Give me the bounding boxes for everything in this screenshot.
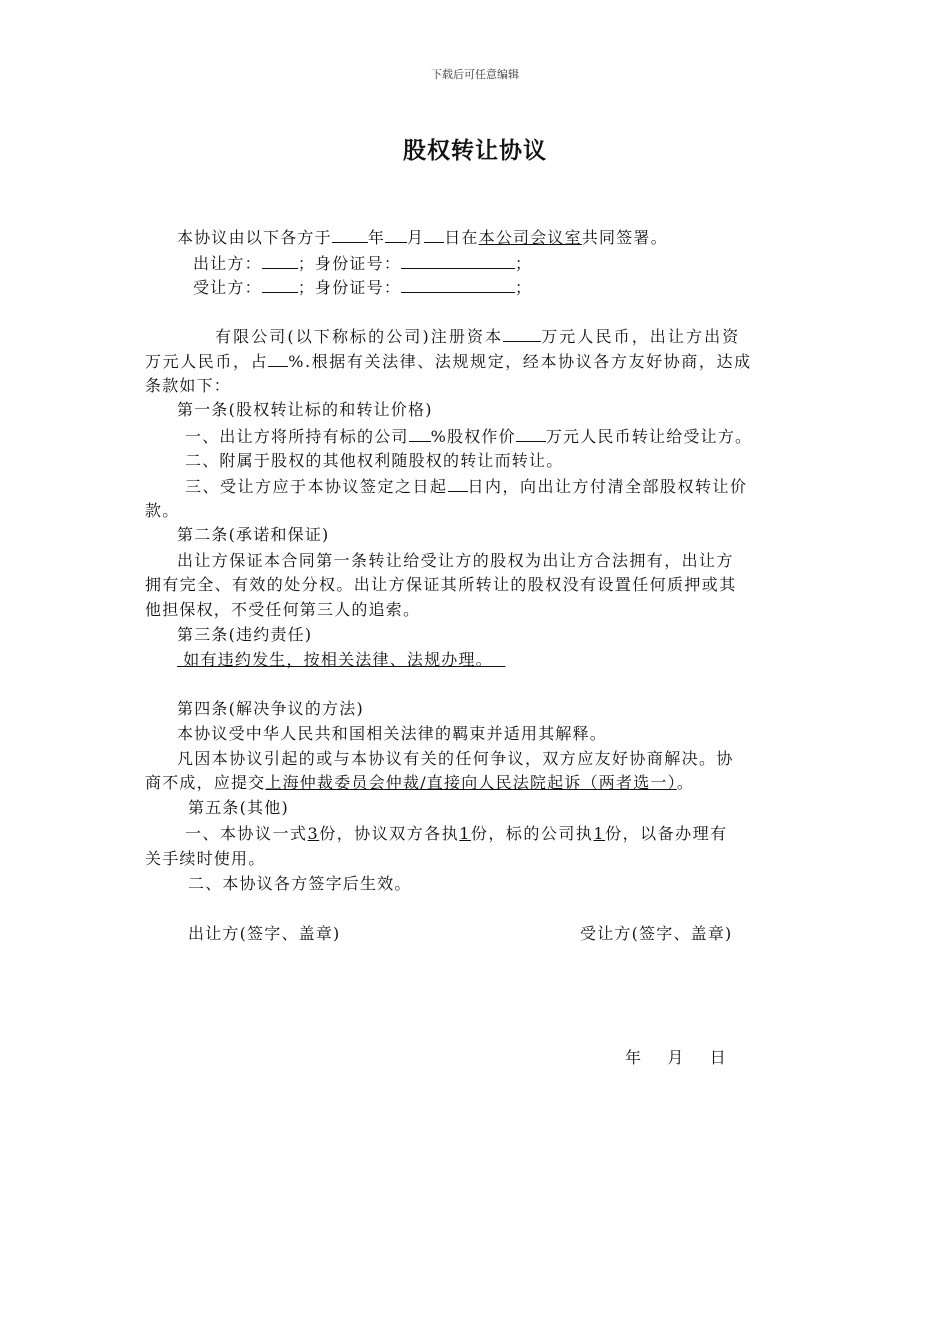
copies-count: 3 xyxy=(307,824,320,843)
month-blank xyxy=(385,227,407,243)
intro-text-1: 本协议由以下各方于 xyxy=(177,228,332,247)
article1-item2: 二、附属于股权的其他权利随股权的转让而转让。 xyxy=(185,451,564,470)
intro-month: 月 xyxy=(407,228,425,247)
para1-line1 xyxy=(215,326,740,347)
article1-item1 xyxy=(185,426,752,447)
intro-day: 日在 xyxy=(444,228,479,247)
para1-text-a: 有限公司(以下称标的公司)注册资本 xyxy=(215,327,504,346)
article2-line2: 拥有完全、有效的处分权。出让方保证其所转让的股权没有设置任何质押或其 xyxy=(145,575,737,594)
article4-line1: 本协议受中华人民共和国相关法律的羁束并适用其解释。 xyxy=(177,724,608,743)
article3-line1: 如有违约发生，按相关法律、法规办理。 xyxy=(177,650,506,669)
para1-text-c: 万元人民币，占 xyxy=(145,352,269,371)
day-blank xyxy=(424,227,444,243)
id-label: ；身份证号： xyxy=(297,278,402,297)
article5-item1-c: 份，标的公司执 xyxy=(470,824,594,843)
transferee-signature: 受让方(签字、盖章) xyxy=(580,924,733,943)
article5-item1-b: 份，协议双方各执 xyxy=(319,824,460,843)
article3-heading: 第三条(违约责任) xyxy=(177,625,313,644)
intro-place: 本公司会议室 xyxy=(478,228,582,247)
article5-item1-cont: 关手续时使用。 xyxy=(145,849,266,868)
article1-item1-b: %股权作价 xyxy=(430,427,516,446)
article2-line1: 出让方保证本合同第一条转让给受让方的股权为出让方合法拥有，出让方 xyxy=(177,551,734,570)
line-end: ； xyxy=(515,278,533,297)
article2-heading: 第二条(承诺和保证) xyxy=(177,525,330,544)
intro-line xyxy=(177,227,668,248)
article4-line3-c: 。 xyxy=(676,773,695,792)
para1-line2 xyxy=(145,351,752,372)
article2-line3: 他担保权，不受任何第三人的追索。 xyxy=(145,600,421,619)
transferee-label: 受让方： xyxy=(193,278,262,297)
percent-blank xyxy=(268,351,288,367)
article1-item3-b: 日内，向出让方付清全部股权转让价 xyxy=(467,477,748,496)
signature-date: 年 月 日 xyxy=(625,1048,727,1067)
days-blank xyxy=(448,476,468,492)
transferor-name-blank xyxy=(262,253,298,269)
year-blank xyxy=(332,227,368,243)
para1-text-d: %.根据有关法律、法规规定，经本协议各方友好协商，达成 xyxy=(288,352,752,371)
para1-line3: 条款如下： xyxy=(145,376,232,395)
price-blank xyxy=(516,426,546,442)
para1-text-b: 万元人民币，出让方出资 xyxy=(541,327,741,346)
article1-item3 xyxy=(185,476,748,497)
dispute-venue: 上海仲裁委员会仲裁/直接向人民法院起诉（两者选一） xyxy=(265,773,677,792)
article4-line3-a: 商不成，应提交 xyxy=(145,773,266,792)
article1-item3-a: 三、受让方应于本协议签定之日起 xyxy=(185,477,448,496)
article4-heading: 第四条(解决争议的方法) xyxy=(177,699,364,718)
article5-item1 xyxy=(185,824,728,844)
share-percent-blank xyxy=(409,426,431,442)
article1-heading: 第一条(股权转让标的和转让价格) xyxy=(177,400,433,419)
article5-item2: 二、本协议各方签字后生效。 xyxy=(188,874,412,893)
article1-item1-a: 一、出让方将所持有标的公司 xyxy=(185,427,409,446)
document-title: 股权转让协议 xyxy=(403,137,547,164)
article4-line3 xyxy=(145,773,694,793)
line-end: ； xyxy=(515,254,533,273)
intro-text-2: 共同签署。 xyxy=(581,228,668,247)
article5-item1-d: 份，以备办理有 xyxy=(605,824,728,843)
each-party-count: 1 xyxy=(459,824,471,843)
article5-heading: 第五条(其他) xyxy=(188,798,289,817)
article1-item1-c: 万元人民币转让给受让方。 xyxy=(545,427,753,446)
article5-item1-a: 一、本协议一式 xyxy=(185,824,308,843)
transferee-id-blank xyxy=(401,277,515,293)
company-count: 1 xyxy=(593,824,606,843)
transferee-name-blank xyxy=(262,277,298,293)
header-note: 下载后可任意编辑 xyxy=(431,68,519,81)
transferor-line xyxy=(193,253,532,274)
id-label: ；身份证号： xyxy=(297,254,402,273)
transferor-signature: 出让方(签字、盖章) xyxy=(188,924,341,943)
transferor-id-blank xyxy=(401,253,515,269)
transferee-line xyxy=(193,277,532,298)
transferor-label: 出让方： xyxy=(193,254,262,273)
capital-blank xyxy=(503,326,541,342)
article4-line2: 凡因本协议引起的或与本协议有关的任何争议，双方应友好协商解决。协 xyxy=(177,749,734,768)
article1-item3-cont: 款。 xyxy=(145,501,180,520)
intro-year: 年 xyxy=(367,228,386,247)
